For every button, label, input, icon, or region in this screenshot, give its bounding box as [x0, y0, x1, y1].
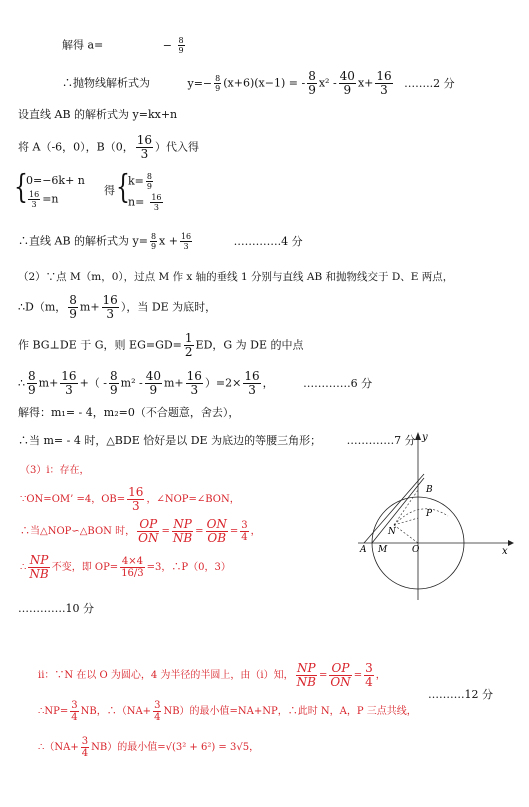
fraction: $\frac{3}{4}$: [81, 736, 89, 759]
a-fraction: $\frac{8}{9}$: [178, 36, 184, 55]
text: x +: [159, 234, 178, 248]
eq-mid: (x+6)(x−1) = -: [223, 76, 306, 90]
fraction: $\frac{8}{9}$: [110, 369, 118, 397]
text: 将 A（-6，0），B（0，: [18, 140, 134, 154]
equation-line: [18, 370, 372, 397]
text: ∴: [18, 376, 25, 390]
text: 作 BG⊥DE 于 G，则 EG=GD=: [18, 338, 182, 352]
text: m² -: [120, 376, 143, 390]
point-b-label: B: [426, 485, 433, 495]
text: +（ -: [79, 376, 108, 390]
on-om-line: [20, 486, 240, 513]
text: ），当 DE 为底时，: [120, 300, 217, 314]
geometry-figure: [358, 430, 518, 600]
fraction: $\frac{8}{9}$: [69, 293, 77, 321]
fraction: $\frac{NP}{NB}$: [29, 553, 49, 581]
left-brace: {: [14, 169, 28, 207]
solve-a-text: 解得 a=: [62, 38, 104, 52]
fraction: $\frac{3}{4}$: [154, 700, 161, 723]
conclusion-line: [18, 434, 416, 448]
fraction: $\frac{16}{3}$: [61, 369, 77, 397]
eq-y: y=−: [187, 76, 213, 90]
fraction: $\frac{16}{3}$: [244, 369, 260, 397]
get-text: 得: [104, 184, 115, 197]
text: ）=2×: [204, 376, 242, 390]
y-axis-label: y: [422, 432, 428, 443]
fraction: $\frac{3}{4}$: [71, 700, 78, 723]
text: ∵ON=OM’ =4，OB=: [20, 494, 126, 505]
text: ，∠NOP=∠BON，: [146, 494, 240, 505]
eq2: $\frac{16}{3}$ =n: [29, 190, 59, 209]
eq1: 0=−6k+ n: [26, 174, 85, 187]
fraction: $\frac{8}{9}$: [150, 232, 157, 251]
text: m+: [164, 376, 184, 390]
point-m-label: M: [378, 545, 388, 555]
solve-a-line: [62, 36, 187, 55]
fraction: $\frac{OP}{ON}$: [330, 661, 351, 689]
part3-title: （3）i：存在，: [20, 465, 90, 476]
score: ………….6 分: [303, 376, 373, 390]
k-value: k= $\frac{8}{9}$: [128, 172, 152, 191]
fraction: $\frac{3}{4}$: [365, 661, 373, 689]
fraction: $\frac{NP}{NB}$: [296, 661, 316, 689]
fraction: $\frac{16}{3}$: [102, 293, 118, 321]
min-value-line: ∴（NA+ $\frac{3}{4}$ NB）的最小值=√(3² + 6²) = 3√5，: [38, 736, 260, 759]
np-line: ∴NP= $\frac{3}{4}$ NB，∴（NA+ $\frac{3}{4}$ NB）的最小值=NA+NP，∴此时 N，A，P 三点共线，: [38, 700, 417, 723]
point-o-label: O: [412, 545, 420, 555]
fraction: $\frac{NP}{NB}$: [172, 517, 193, 545]
right-brace: {: [116, 169, 130, 207]
point-p-label: P: [426, 509, 433, 519]
fraction: $\frac{1}{2}$: [184, 331, 193, 359]
parabola-lead: ∴抛物线解析式为: [62, 76, 150, 90]
fraction: $\frac{3}{4}$: [241, 520, 248, 543]
score: ………….7 分: [346, 434, 416, 447]
text: ED，G 为 DE 的中点: [195, 338, 304, 352]
point-d-line: [18, 294, 216, 321]
solve-m: 解得：m₁= - 4，m₂=0（不合题意，舍去），: [18, 406, 240, 419]
fraction: $\frac{16}{3}$: [128, 485, 144, 513]
part2-intro: （2）∵点 M（m，0），过点 M 作 x 轴的垂线 1 分别与直线 AB 和抛物线交于 D、E 两点，: [18, 271, 454, 283]
fraction: $\frac{8}{9}$: [308, 69, 316, 97]
text: ，: [262, 376, 274, 390]
point-a-label: A: [360, 545, 367, 555]
score: ……..2 分: [404, 76, 455, 90]
fraction: $\frac{16}{3}$: [186, 369, 202, 397]
text: m+: [38, 376, 59, 390]
text: ∴直线 AB 的解析式为 y=: [18, 234, 148, 248]
fraction: $\frac{16}{3}$: [180, 232, 192, 251]
text: ）代入得: [155, 140, 200, 154]
line-ab-result: [18, 232, 303, 251]
parabola-line: [62, 70, 455, 97]
bg-perp-line: [18, 332, 304, 359]
similar-line: ∴当△NOP∽△BON 时， $\frac{OP}{ON}$ = $\frac{NP}{NB}$ = $\frac{ON}{OB}$ = $\frac{3}{4}$ ，: [20, 517, 261, 545]
line-ab-setup: 设直线 AB 的解析式为 y=kx+n: [18, 108, 178, 121]
point-n-label: N: [388, 527, 396, 537]
fraction: $\frac{40}{9}$: [339, 69, 355, 97]
score-10: ………….10 分: [18, 602, 94, 615]
substitute-line: [18, 134, 199, 161]
eq-x2: x² -: [318, 76, 337, 90]
fraction: $\frac{16}{3}$: [376, 69, 392, 97]
text: ∴当△NOP∽△BON 时，: [20, 526, 136, 537]
fraction: $\frac{8}{9}$: [215, 74, 221, 93]
op-value-line: ∴ $\frac{NP}{NB}$ 不变，即 OP= $\frac{4\times 4}{16/3}$ =3，∴P（0，3）: [20, 553, 231, 581]
fraction: $\frac{8}{9}$: [28, 369, 36, 397]
fraction: $\frac{OP}{ON}$: [138, 517, 159, 545]
fraction: $\frac{16}{3}$: [136, 133, 153, 161]
fraction: $\frac{ON}{OB}$: [206, 517, 227, 545]
fraction: $\frac{4\times 4}{16/3}$: [121, 556, 144, 579]
score: ………….4 分: [233, 234, 303, 248]
text: ∴当 m= - 4 时，△BDE 恰好是以 DE 为底边的等腰三角形；: [18, 434, 322, 447]
text: ∴D（m，: [18, 300, 67, 314]
sign: −: [162, 38, 172, 52]
score-12: ……….12 分: [428, 688, 493, 701]
text: m+: [79, 300, 100, 314]
part-ii-line: ii：∵N 在以 O 为圆心，4 为半径的半圆上，由（i）知， $\frac{NP}{NB}$ = $\frac{OP}{ON}$ = $\frac{3}{4}$ ，: [38, 661, 386, 689]
fraction: $\frac{40}{9}$: [145, 369, 161, 397]
x-axis-label: x: [502, 546, 508, 557]
n-value: n= $\frac{16}{3}$: [128, 193, 162, 212]
eq-x3: x+: [357, 76, 374, 90]
